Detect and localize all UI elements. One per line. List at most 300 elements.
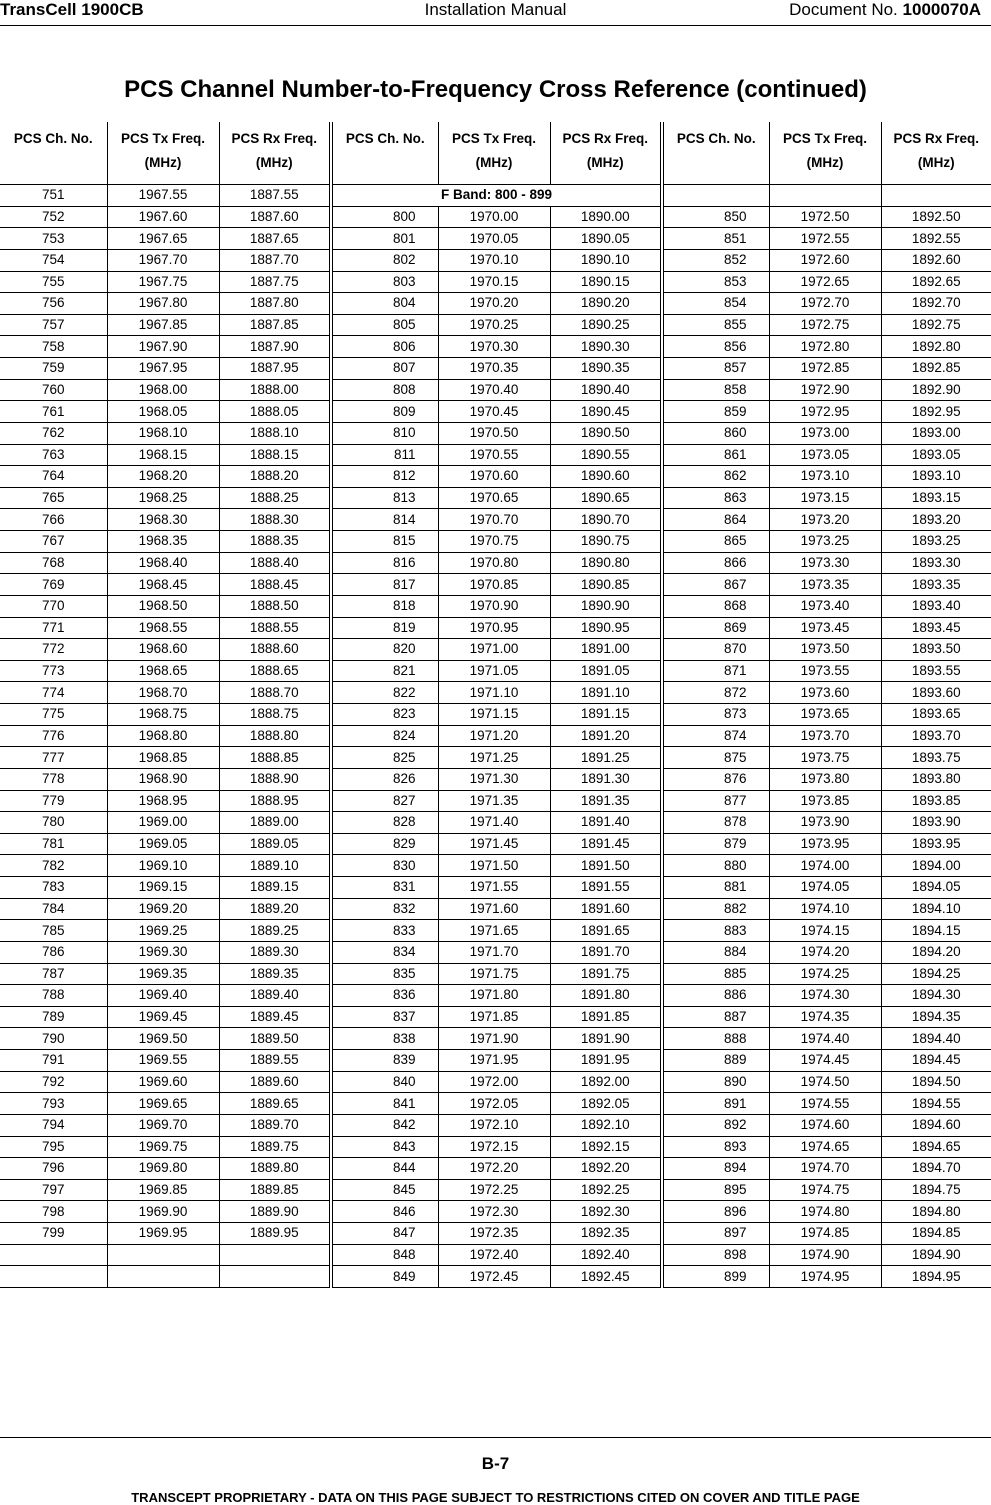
table-cell: 1889.90 bbox=[219, 1201, 331, 1223]
table-cell: 1891.70 bbox=[550, 941, 662, 963]
table-cell: 1968.90 bbox=[107, 768, 219, 790]
table-cell: 1888.80 bbox=[219, 725, 331, 747]
table-cell: 794 bbox=[0, 1114, 107, 1136]
table-cell: 834 bbox=[331, 941, 438, 963]
table-row bbox=[0, 401, 991, 423]
table-body bbox=[0, 185, 991, 1288]
table-cell: 1891.80 bbox=[550, 985, 662, 1007]
table-cell: 1891.90 bbox=[550, 1028, 662, 1050]
table-cell: 1889.45 bbox=[219, 1006, 331, 1028]
column-header bbox=[662, 122, 769, 185]
table-cell: 1970.05 bbox=[438, 228, 550, 250]
table-cell: 1887.80 bbox=[219, 293, 331, 315]
table-cell: 1973.35 bbox=[769, 574, 881, 596]
table-cell: 765 bbox=[0, 487, 107, 509]
table-cell: 793 bbox=[0, 1093, 107, 1115]
table-cell: 801 bbox=[331, 228, 438, 250]
table-cell: 806 bbox=[331, 336, 438, 358]
table-cell: 1891.25 bbox=[550, 747, 662, 769]
table-cell: 854 bbox=[662, 293, 769, 315]
table-cell: 798 bbox=[0, 1201, 107, 1223]
table-cell: 865 bbox=[662, 531, 769, 553]
table-cell: 1969.35 bbox=[107, 963, 219, 985]
table-cell: 824 bbox=[331, 725, 438, 747]
table-cell: 1892.40 bbox=[550, 1244, 662, 1266]
table-cell: 804 bbox=[331, 293, 438, 315]
table-cell: 870 bbox=[662, 639, 769, 661]
table-cell: 1971.05 bbox=[438, 660, 550, 682]
header-manual: Installation Manual bbox=[424, 0, 567, 19]
table-cell: 832 bbox=[331, 898, 438, 920]
band-label: F Band: 800 - 899 bbox=[331, 185, 662, 207]
table-cell: 873 bbox=[662, 704, 769, 726]
column-header-unit: (MHz) bbox=[144, 155, 182, 170]
table-cell: 831 bbox=[331, 877, 438, 899]
table-cell: 899 bbox=[662, 1266, 769, 1288]
table-cell: 855 bbox=[662, 314, 769, 336]
table-cell: 1970.85 bbox=[438, 574, 550, 596]
table-cell: 1892.00 bbox=[550, 1071, 662, 1093]
table-cell: 1973.80 bbox=[769, 768, 881, 790]
table-cell: 1968.60 bbox=[107, 639, 219, 661]
table-row bbox=[0, 444, 991, 466]
table-cell: 1974.65 bbox=[769, 1136, 881, 1158]
table-row bbox=[0, 1093, 991, 1115]
table-cell: 808 bbox=[331, 379, 438, 401]
column-header-label: PCS Ch. No. bbox=[345, 131, 425, 146]
table-cell: 1890.05 bbox=[550, 228, 662, 250]
table-cell: 1972.60 bbox=[769, 249, 881, 271]
table-cell: 1973.30 bbox=[769, 552, 881, 574]
table-cell: 1891.45 bbox=[550, 833, 662, 855]
table-cell: 753 bbox=[0, 228, 107, 250]
column-header-label: PCS Ch. No. bbox=[676, 131, 756, 146]
table-cell: 1972.85 bbox=[769, 358, 881, 380]
table-cell: 1970.55 bbox=[438, 444, 550, 466]
table-row bbox=[0, 768, 991, 790]
table-cell: 1888.45 bbox=[219, 574, 331, 596]
table-cell: 863 bbox=[662, 487, 769, 509]
table-cell: 1889.60 bbox=[219, 1071, 331, 1093]
table-cell: 893 bbox=[662, 1136, 769, 1158]
table-cell: 1971.90 bbox=[438, 1028, 550, 1050]
table-cell: 1973.15 bbox=[769, 487, 881, 509]
column-header-unit: (MHz) bbox=[917, 155, 955, 170]
table-cell bbox=[0, 1266, 107, 1288]
table-row bbox=[0, 552, 991, 574]
table-cell: 754 bbox=[0, 249, 107, 271]
table-cell: 1893.10 bbox=[911, 468, 961, 484]
table-cell: 789 bbox=[0, 1006, 107, 1028]
table-cell: 1888.70 bbox=[219, 682, 331, 704]
table-row bbox=[0, 1158, 991, 1180]
table-cell: 1972.70 bbox=[769, 293, 881, 315]
table-cell: 1974.30 bbox=[769, 985, 881, 1007]
table-cell: 1971.10 bbox=[438, 682, 550, 704]
table-cell: 811 bbox=[331, 444, 438, 466]
table-cell: 883 bbox=[662, 920, 769, 942]
table-cell: 783 bbox=[0, 877, 107, 899]
table-cell: 1892.10 bbox=[550, 1114, 662, 1136]
page-number: B-7 bbox=[481, 1454, 510, 1473]
table-cell: 1974.90 bbox=[769, 1244, 881, 1266]
table-cell: 1890.25 bbox=[550, 314, 662, 336]
table-cell: 1970.30 bbox=[438, 336, 550, 358]
table-cell: 1889.35 bbox=[219, 963, 331, 985]
table-row bbox=[0, 1071, 991, 1093]
table-cell: 1974.55 bbox=[769, 1093, 881, 1115]
table-cell: 757 bbox=[0, 314, 107, 336]
table-cell: 1892.45 bbox=[550, 1266, 662, 1288]
table-cell: 1971.20 bbox=[438, 725, 550, 747]
table-cell: 1892.90 bbox=[911, 381, 961, 397]
table-cell: 770 bbox=[0, 595, 107, 617]
table-row bbox=[0, 877, 991, 899]
table-cell: 826 bbox=[331, 768, 438, 790]
table-row bbox=[0, 682, 991, 704]
table-cell: 1894.85 bbox=[911, 1225, 961, 1241]
table-cell: 1890.40 bbox=[550, 379, 662, 401]
table-cell: 1888.55 bbox=[219, 617, 331, 639]
table-cell: 1973.90 bbox=[769, 812, 881, 834]
table-cell: 772 bbox=[0, 639, 107, 661]
table-cell: 886 bbox=[662, 985, 769, 1007]
table-row bbox=[0, 1136, 991, 1158]
table-cell: 1889.95 bbox=[219, 1223, 331, 1245]
table-cell: 1970.95 bbox=[438, 617, 550, 639]
table-cell: 1970.10 bbox=[438, 249, 550, 271]
table-cell: 840 bbox=[331, 1071, 438, 1093]
table-cell: 810 bbox=[331, 422, 438, 444]
table-cell: 1972.20 bbox=[438, 1158, 550, 1180]
table-row bbox=[0, 228, 991, 250]
table-cell: 1889.65 bbox=[219, 1093, 331, 1115]
table-cell: 887 bbox=[662, 1006, 769, 1028]
table-cell: 1888.25 bbox=[219, 487, 331, 509]
table-cell: 1967.80 bbox=[107, 293, 219, 315]
column-header bbox=[331, 122, 438, 185]
table-cell: 763 bbox=[0, 444, 107, 466]
table-cell: 1968.30 bbox=[107, 509, 219, 531]
table-row bbox=[0, 660, 991, 682]
table-cell: 864 bbox=[662, 509, 769, 531]
table-cell: 848 bbox=[331, 1244, 438, 1266]
table-cell: 875 bbox=[662, 747, 769, 769]
table-cell: 1890.30 bbox=[550, 336, 662, 358]
table-cell: 1972.10 bbox=[438, 1114, 550, 1136]
table-row bbox=[0, 1006, 991, 1028]
table-cell: 1892.15 bbox=[550, 1136, 662, 1158]
table-cell: 1970.40 bbox=[438, 379, 550, 401]
table-row bbox=[0, 855, 991, 877]
table-cell: 1889.75 bbox=[219, 1136, 331, 1158]
table-cell: 1968.35 bbox=[107, 531, 219, 553]
table-row bbox=[0, 422, 991, 444]
table-cell: 792 bbox=[0, 1071, 107, 1093]
table-cell: 775 bbox=[0, 704, 107, 726]
table-row bbox=[0, 379, 991, 401]
table-cell: 1892.35 bbox=[550, 1223, 662, 1245]
table-cell: 1969.65 bbox=[107, 1093, 219, 1115]
table-cell: 1970.90 bbox=[438, 595, 550, 617]
table-cell: 1970.35 bbox=[438, 358, 550, 380]
table-cell: 1971.45 bbox=[438, 833, 550, 855]
table-cell: 872 bbox=[662, 682, 769, 704]
table-cell: 1970.75 bbox=[438, 531, 550, 553]
table-cell: 1974.35 bbox=[769, 1006, 881, 1028]
table-cell: 1889.55 bbox=[219, 1050, 331, 1072]
column-header bbox=[107, 122, 219, 185]
table-row bbox=[0, 487, 991, 509]
table-cell: 1888.00 bbox=[219, 379, 331, 401]
column-header-label: PCS Rx Freq. bbox=[231, 131, 318, 146]
table-cell: 853 bbox=[662, 271, 769, 293]
table-cell: 819 bbox=[331, 617, 438, 639]
table-cell: 1974.70 bbox=[769, 1158, 881, 1180]
table-cell: 851 bbox=[662, 228, 769, 250]
table-cell: 1891.55 bbox=[550, 877, 662, 899]
table-cell: 1888.20 bbox=[219, 466, 331, 488]
table-cell: 1969.00 bbox=[107, 812, 219, 834]
table-row bbox=[0, 941, 991, 963]
table-cell: 892 bbox=[662, 1114, 769, 1136]
table-cell: 774 bbox=[0, 682, 107, 704]
table-cell: 786 bbox=[0, 941, 107, 963]
table-cell: 1892.05 bbox=[550, 1093, 662, 1115]
table-cell: 799 bbox=[0, 1223, 107, 1245]
table-cell: 849 bbox=[331, 1266, 438, 1288]
table-cell: 1889.05 bbox=[219, 833, 331, 855]
table-cell: 1969.70 bbox=[107, 1114, 219, 1136]
table-cell: 1892.30 bbox=[550, 1201, 662, 1223]
table-cell: 866 bbox=[662, 552, 769, 574]
table-cell: 1894.10 bbox=[911, 900, 961, 916]
table-cell: 1890.15 bbox=[550, 271, 662, 293]
table-cell: 1890.20 bbox=[550, 293, 662, 315]
table-cell: 1892.55 bbox=[911, 230, 961, 246]
table-cell: 1968.10 bbox=[107, 422, 219, 444]
table-cell: 784 bbox=[0, 898, 107, 920]
table-cell: 1894.60 bbox=[911, 1117, 961, 1133]
table-cell: 1970.70 bbox=[438, 509, 550, 531]
table-cell: 1889.80 bbox=[219, 1158, 331, 1180]
table-cell: 812 bbox=[331, 466, 438, 488]
table-cell: 1974.50 bbox=[769, 1071, 881, 1093]
table-cell: 1968.65 bbox=[107, 660, 219, 682]
table-cell: 842 bbox=[331, 1114, 438, 1136]
table-cell: 847 bbox=[331, 1223, 438, 1245]
table-cell: 777 bbox=[0, 747, 107, 769]
table-row bbox=[0, 1266, 991, 1288]
table-cell: 850 bbox=[662, 206, 769, 228]
table-row bbox=[0, 725, 991, 747]
table-cell: 884 bbox=[662, 941, 769, 963]
column-header bbox=[769, 122, 881, 185]
table-cell: 1973.50 bbox=[769, 639, 881, 661]
table-cell: 756 bbox=[0, 293, 107, 315]
table-cell: 830 bbox=[331, 855, 438, 877]
table-cell: 1894.05 bbox=[911, 879, 961, 895]
table-cell: 1891.60 bbox=[550, 898, 662, 920]
table-cell bbox=[219, 1244, 331, 1266]
table-cell: 1893.60 bbox=[911, 684, 961, 700]
table-cell: 856 bbox=[662, 336, 769, 358]
table-cell: 1890.70 bbox=[550, 509, 662, 531]
table-cell: 1972.50 bbox=[769, 206, 881, 228]
table-cell: 889 bbox=[662, 1050, 769, 1072]
table-cell: 839 bbox=[331, 1050, 438, 1072]
table-cell: 890 bbox=[662, 1071, 769, 1093]
table-cell: 1887.65 bbox=[219, 228, 331, 250]
table-cell: 1892.60 bbox=[911, 252, 961, 268]
table-cell: 822 bbox=[331, 682, 438, 704]
table-cell: 1892.75 bbox=[911, 317, 961, 333]
table-cell: 1888.05 bbox=[219, 401, 331, 423]
table-cell: 1971.70 bbox=[438, 941, 550, 963]
table-cell: 1888.40 bbox=[219, 552, 331, 574]
table-cell: 1969.15 bbox=[107, 877, 219, 899]
table-cell: 1974.45 bbox=[769, 1050, 881, 1072]
table-cell: 1893.55 bbox=[911, 663, 961, 679]
table-cell: 1890.85 bbox=[550, 574, 662, 596]
table-cell: 1974.60 bbox=[769, 1114, 881, 1136]
table-cell: 1892.25 bbox=[550, 1179, 662, 1201]
table-row bbox=[0, 531, 991, 553]
table-cell: 1890.95 bbox=[550, 617, 662, 639]
table-cell bbox=[219, 1266, 331, 1288]
table-cell: 1974.05 bbox=[769, 877, 881, 899]
table-cell: 1888.10 bbox=[219, 422, 331, 444]
table-cell: 1969.05 bbox=[107, 833, 219, 855]
table-cell: 836 bbox=[331, 985, 438, 1007]
table-cell: 1891.40 bbox=[550, 812, 662, 834]
table-cell: 1974.10 bbox=[769, 898, 881, 920]
table-cell: 898 bbox=[662, 1244, 769, 1266]
table-row bbox=[0, 1179, 991, 1201]
table-cell: 1969.95 bbox=[107, 1223, 219, 1245]
table-cell: 779 bbox=[0, 790, 107, 812]
table-cell: 862 bbox=[662, 466, 769, 488]
table-cell: 1893.80 bbox=[911, 771, 961, 787]
table-cell: 1893.50 bbox=[911, 641, 961, 657]
table-cell: 1970.25 bbox=[438, 314, 550, 336]
table-cell: 787 bbox=[0, 963, 107, 985]
doc-number: 1000070A bbox=[902, 0, 981, 19]
table-cell: 1968.95 bbox=[107, 790, 219, 812]
table-cell: 1969.40 bbox=[107, 985, 219, 1007]
table-cell: 1891.10 bbox=[550, 682, 662, 704]
table-cell: 795 bbox=[0, 1136, 107, 1158]
table-row bbox=[0, 466, 991, 488]
proprietary-notice: TRANSCEPT PROPRIETARY - DATA ON THIS PAGE SUBJECT TO RESTRICTIONS CITED ON COVER AND TITLE PAGE bbox=[131, 1490, 860, 1505]
table-cell: 1894.50 bbox=[911, 1073, 961, 1089]
table-cell: 1969.80 bbox=[107, 1158, 219, 1180]
table-cell: 813 bbox=[331, 487, 438, 509]
table-cell: 827 bbox=[331, 790, 438, 812]
table-cell: 814 bbox=[331, 509, 438, 531]
table-cell: 1972.40 bbox=[438, 1244, 550, 1266]
table-cell: 1891.85 bbox=[550, 1006, 662, 1028]
table-cell: 1890.50 bbox=[550, 422, 662, 444]
table-cell: 1973.65 bbox=[769, 704, 881, 726]
table-cell: 1968.45 bbox=[107, 574, 219, 596]
table-cell: 1967.95 bbox=[107, 358, 219, 380]
table-cell: 1891.50 bbox=[550, 855, 662, 877]
table-cell: 1887.60 bbox=[219, 206, 331, 228]
table-cell: 1888.35 bbox=[219, 531, 331, 553]
table-cell: 1888.95 bbox=[219, 790, 331, 812]
table-cell: 1971.60 bbox=[438, 898, 550, 920]
table-cell: 1887.90 bbox=[219, 336, 331, 358]
table-cell: 1968.25 bbox=[107, 487, 219, 509]
table-cell: 837 bbox=[331, 1006, 438, 1028]
table-row bbox=[0, 574, 991, 596]
table-row bbox=[0, 358, 991, 380]
table-cell: 761 bbox=[0, 401, 107, 423]
table-cell: 1894.40 bbox=[911, 1030, 961, 1046]
table-cell: 852 bbox=[662, 249, 769, 271]
table-cell: 1893.40 bbox=[911, 598, 961, 614]
table-cell: 1973.55 bbox=[769, 660, 881, 682]
table-cell: 846 bbox=[331, 1201, 438, 1223]
table-cell: 1890.60 bbox=[550, 466, 662, 488]
table-cell: 805 bbox=[331, 314, 438, 336]
page-title: PCS Channel Number-to-Frequency Cross Reference (continued) bbox=[124, 76, 867, 103]
table-cell: 1970.80 bbox=[438, 552, 550, 574]
table-cell: 1893.30 bbox=[911, 554, 961, 570]
table-cell: 1973.85 bbox=[769, 790, 881, 812]
table-row bbox=[0, 1114, 991, 1136]
table-cell: 1888.85 bbox=[219, 747, 331, 769]
table-cell: 1893.20 bbox=[911, 511, 961, 527]
table-cell: 788 bbox=[0, 985, 107, 1007]
table-cell: 790 bbox=[0, 1028, 107, 1050]
table-cell: 895 bbox=[662, 1179, 769, 1201]
column-header-unit: (MHz) bbox=[255, 155, 293, 170]
table-row bbox=[0, 1223, 991, 1245]
table-cell: 796 bbox=[0, 1158, 107, 1180]
table-cell: 1891.75 bbox=[550, 963, 662, 985]
table-cell: 843 bbox=[331, 1136, 438, 1158]
table-cell: 1890.45 bbox=[550, 401, 662, 423]
table-cell: 1974.00 bbox=[769, 855, 881, 877]
table-cell: 1973.10 bbox=[769, 466, 881, 488]
header-document-number bbox=[789, 0, 981, 20]
table-cell: 1973.75 bbox=[769, 747, 881, 769]
table-cell: 1889.20 bbox=[219, 898, 331, 920]
table-cell: 891 bbox=[662, 1093, 769, 1115]
table-cell: 782 bbox=[0, 855, 107, 877]
table-cell: 1973.40 bbox=[769, 595, 881, 617]
table-cell: 868 bbox=[662, 595, 769, 617]
table-cell: 1972.75 bbox=[769, 314, 881, 336]
table-cell: 1890.90 bbox=[550, 595, 662, 617]
table-cell: 1968.75 bbox=[107, 704, 219, 726]
table-cell: 1967.55 bbox=[107, 185, 219, 207]
table-cell: 1971.25 bbox=[438, 747, 550, 769]
column-header bbox=[219, 122, 331, 185]
table-cell: 1971.80 bbox=[438, 985, 550, 1007]
table-cell: 860 bbox=[662, 422, 769, 444]
table-cell: 1887.95 bbox=[219, 358, 331, 380]
table-cell: 1973.20 bbox=[769, 509, 881, 531]
table-cell: 1967.85 bbox=[107, 314, 219, 336]
table-cell: 861 bbox=[662, 444, 769, 466]
table-cell: 1970.50 bbox=[438, 422, 550, 444]
table-cell: 1891.95 bbox=[550, 1050, 662, 1072]
table-cell: 1889.10 bbox=[219, 855, 331, 877]
table-row bbox=[0, 920, 991, 942]
